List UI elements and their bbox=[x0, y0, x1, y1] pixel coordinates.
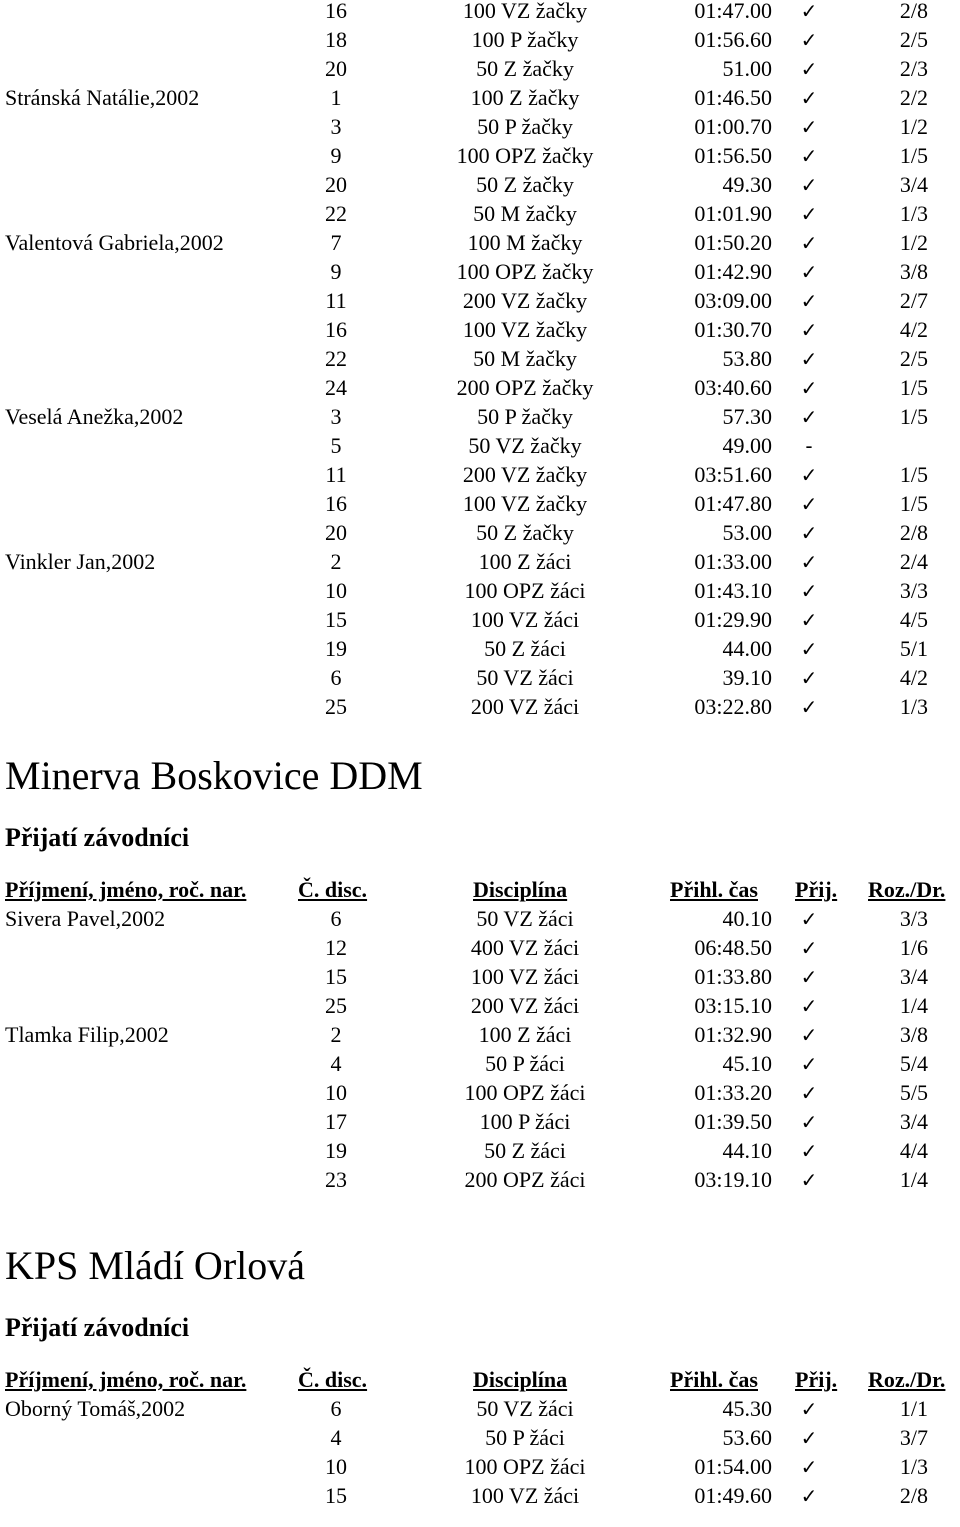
entry-time: 44.00 bbox=[722, 636, 772, 661]
discipline-number: 23 bbox=[325, 1167, 347, 1192]
header-entry-time: Přihl. čas bbox=[670, 1367, 758, 1392]
accepted-mark: ✓ bbox=[800, 144, 818, 168]
discipline-name: 100 VZ žačky bbox=[462, 491, 588, 516]
entry-time: 03:09.00 bbox=[694, 288, 772, 313]
accepted-mark: ✓ bbox=[800, 1052, 818, 1076]
discipline-name: 200 OPZ žačky bbox=[456, 375, 594, 400]
heat-lane: 1/2 bbox=[899, 114, 928, 139]
accepted-mark: ✓ bbox=[800, 1484, 818, 1508]
entry-time: 40.10 bbox=[722, 906, 772, 931]
table-header bbox=[0, 877, 960, 906]
discipline-number: 18 bbox=[325, 27, 347, 52]
header-discipline-number: Č. disc. bbox=[298, 1367, 368, 1392]
discipline-name: 100 M žačky bbox=[467, 230, 583, 255]
entry-time: 01:43.10 bbox=[694, 578, 772, 603]
entries-table bbox=[0, 1396, 960, 1512]
entry-time: 49.00 bbox=[722, 433, 772, 458]
header-heat-lane: Roz./Dr. bbox=[868, 1367, 946, 1392]
table-row bbox=[0, 964, 960, 993]
discipline-name: 100 Z žáci bbox=[478, 549, 572, 574]
entry-time: 01:49.60 bbox=[694, 1483, 772, 1508]
discipline-name: 200 OPZ žáci bbox=[464, 1167, 586, 1192]
heat-lane: 2/7 bbox=[899, 288, 928, 313]
entry-time: 51.00 bbox=[722, 56, 772, 81]
club-title: Minerva Boskovice DDM bbox=[5, 753, 423, 798]
header-discipline: Disciplína bbox=[473, 1367, 568, 1392]
heat-lane: 2/8 bbox=[899, 520, 928, 545]
discipline-name: 200 VZ žáci bbox=[470, 694, 580, 719]
heat-lane: 1/3 bbox=[899, 201, 928, 226]
header-entry-time: Přihl. čas bbox=[670, 877, 758, 902]
entry-time: 01:56.60 bbox=[694, 27, 772, 52]
heat-lane: 2/8 bbox=[899, 0, 928, 23]
discipline-name: 50 M žačky bbox=[473, 346, 577, 371]
heat-lane: 3/3 bbox=[899, 578, 928, 603]
discipline-name: 50 Z žáci bbox=[484, 1138, 566, 1163]
table-row bbox=[0, 346, 960, 375]
header-discipline: Disciplína bbox=[473, 877, 568, 902]
accepted-mark: ✓ bbox=[800, 57, 818, 81]
section-title-accepted: Přijatí závodníci bbox=[5, 1313, 190, 1342]
accepted-mark: ✓ bbox=[800, 695, 818, 719]
table-row bbox=[0, 491, 960, 520]
table-row bbox=[0, 375, 960, 404]
table-row bbox=[0, 288, 960, 317]
discipline-number: 19 bbox=[325, 1138, 347, 1163]
discipline-name: 200 VZ žačky bbox=[462, 288, 588, 313]
table-row bbox=[0, 636, 960, 665]
table-row bbox=[0, 27, 960, 56]
accepted-mark: ✓ bbox=[800, 965, 818, 989]
discipline-number: 24 bbox=[325, 375, 347, 400]
discipline-number: 4 bbox=[330, 1051, 342, 1076]
table-row bbox=[0, 143, 960, 172]
discipline-name: 100 Z žačky bbox=[470, 85, 580, 110]
entry-time: 03:19.10 bbox=[694, 1167, 772, 1192]
accepted-mark: ✓ bbox=[800, 347, 818, 371]
entry-time: 01:47.00 bbox=[694, 0, 772, 23]
table-row bbox=[0, 1396, 960, 1425]
discipline-number: 11 bbox=[325, 288, 347, 313]
table-row bbox=[0, 1109, 960, 1138]
discipline-number: 15 bbox=[325, 607, 347, 632]
accepted-mark: ✓ bbox=[800, 550, 818, 574]
table-row bbox=[0, 462, 960, 491]
header-name: Příjmení, jméno, roč. nar. bbox=[5, 877, 247, 902]
entry-time: 01:33.20 bbox=[694, 1080, 772, 1105]
discipline-name: 100 VZ žačky bbox=[462, 317, 588, 342]
header-accepted: Přij. bbox=[795, 877, 838, 902]
table-row bbox=[0, 201, 960, 230]
entry-time: 01:32.90 bbox=[694, 1022, 772, 1047]
discipline-name: 100 VZ žáci bbox=[470, 607, 580, 632]
discipline-number: 10 bbox=[325, 578, 347, 603]
discipline-name: 50 P žačky bbox=[477, 114, 573, 139]
accepted-mark: ✓ bbox=[800, 1426, 818, 1450]
table-row bbox=[0, 0, 960, 27]
accepted-mark: ✓ bbox=[800, 936, 818, 960]
entry-time: 49.30 bbox=[722, 172, 772, 197]
accepted-mark: ✓ bbox=[800, 1139, 818, 1163]
heat-lane: 5/1 bbox=[899, 636, 928, 661]
heat-lane: 2/2 bbox=[899, 85, 928, 110]
table-row bbox=[0, 1425, 960, 1454]
discipline-number: 5 bbox=[330, 433, 342, 458]
discipline-number: 20 bbox=[325, 172, 347, 197]
accepted-mark: ✓ bbox=[800, 231, 818, 255]
accepted-mark: ✓ bbox=[800, 666, 818, 690]
discipline-number: 15 bbox=[325, 964, 347, 989]
header-discipline-number: Č. disc. bbox=[298, 877, 368, 902]
discipline-number: 9 bbox=[330, 259, 342, 284]
discipline-number: 25 bbox=[325, 993, 347, 1018]
discipline-name: 100 P žačky bbox=[471, 27, 579, 52]
entries-table-continued bbox=[0, 0, 960, 723]
entry-time: 01:00.70 bbox=[694, 114, 772, 139]
discipline-number: 10 bbox=[325, 1080, 347, 1105]
discipline-number: 9 bbox=[330, 143, 342, 168]
table-row bbox=[0, 935, 960, 964]
entry-time: 01:30.70 bbox=[694, 317, 772, 342]
discipline-name: 100 VZ žačky bbox=[462, 0, 588, 23]
swimmer-name: Tlamka Filip,2002 bbox=[5, 1022, 169, 1047]
discipline-number: 10 bbox=[325, 1454, 347, 1479]
accepted-mark: ✓ bbox=[800, 173, 818, 197]
accepted-mark: ✓ bbox=[800, 1168, 818, 1192]
heat-lane: 1/5 bbox=[899, 404, 928, 429]
heat-lane: 2/5 bbox=[899, 27, 928, 52]
heat-lane: 4/5 bbox=[899, 607, 928, 632]
discipline-name: 50 VZ žáci bbox=[476, 906, 574, 931]
entry-time: 01:42.90 bbox=[694, 259, 772, 284]
discipline-number: 25 bbox=[325, 694, 347, 719]
discipline-name: 100 OPZ žáci bbox=[464, 578, 586, 603]
entry-time: 01:01.90 bbox=[694, 201, 772, 226]
table-row bbox=[0, 607, 960, 636]
table-row bbox=[0, 85, 960, 114]
entry-time: 57.30 bbox=[722, 404, 772, 429]
heat-lane: 1/2 bbox=[899, 230, 928, 255]
accepted-mark: ✓ bbox=[800, 1081, 818, 1105]
table-row bbox=[0, 549, 960, 578]
heat-lane: 1/3 bbox=[899, 1454, 928, 1479]
table-row bbox=[0, 56, 960, 85]
accepted-mark: ✓ bbox=[800, 260, 818, 284]
swimmer-name: Sivera Pavel,2002 bbox=[5, 906, 166, 931]
entry-time: 01:33.00 bbox=[694, 549, 772, 574]
table-row bbox=[0, 172, 960, 201]
entry-time: 01:39.50 bbox=[694, 1109, 772, 1134]
table-row bbox=[0, 1454, 960, 1483]
discipline-number: 12 bbox=[325, 935, 347, 960]
discipline-number: 19 bbox=[325, 636, 347, 661]
discipline-name: 50 VZ žáci bbox=[476, 1396, 574, 1421]
heat-lane: 1/5 bbox=[899, 491, 928, 516]
discipline-number: 16 bbox=[325, 317, 347, 342]
table-row bbox=[0, 404, 960, 433]
entry-time: 01:29.90 bbox=[694, 607, 772, 632]
discipline-name: 100 OPZ žáci bbox=[464, 1454, 586, 1479]
table-row bbox=[0, 317, 960, 346]
accepted-mark: - bbox=[805, 434, 813, 458]
discipline-name: 100 VZ žáci bbox=[470, 964, 580, 989]
header-accepted: Přij. bbox=[795, 1367, 838, 1392]
accepted-mark: ✓ bbox=[800, 637, 818, 661]
discipline-number: 6 bbox=[330, 906, 342, 931]
entry-time: 39.10 bbox=[722, 665, 772, 690]
header-name: Příjmení, jméno, roč. nar. bbox=[5, 1367, 247, 1392]
table-row bbox=[0, 1138, 960, 1167]
discipline-name: 100 OPZ žačky bbox=[456, 143, 594, 168]
entry-time: 45.10 bbox=[722, 1051, 772, 1076]
heat-lane: 4/2 bbox=[899, 317, 928, 342]
table-row bbox=[0, 1167, 960, 1196]
discipline-name: 200 VZ žáci bbox=[470, 993, 580, 1018]
entry-time: 01:54.00 bbox=[694, 1454, 772, 1479]
entry-time: 01:33.80 bbox=[694, 964, 772, 989]
accepted-mark: ✓ bbox=[800, 28, 818, 52]
table-row bbox=[0, 578, 960, 607]
heat-lane: 3/7 bbox=[899, 1425, 928, 1450]
accepted-mark: ✓ bbox=[800, 202, 818, 226]
accepted-mark: ✓ bbox=[800, 608, 818, 632]
discipline-number: 6 bbox=[330, 1396, 342, 1421]
entry-time: 01:56.50 bbox=[694, 143, 772, 168]
discipline-number: 16 bbox=[325, 491, 347, 516]
discipline-number: 3 bbox=[330, 404, 342, 429]
swimmer-name: Vinkler Jan,2002 bbox=[5, 549, 156, 574]
heat-lane: 1/5 bbox=[899, 462, 928, 487]
discipline-name: 50 VZ žáci bbox=[476, 665, 574, 690]
header-heat-lane: Roz./Dr. bbox=[868, 877, 946, 902]
discipline-name: 50 Z žačky bbox=[476, 172, 574, 197]
heat-lane: 1/1 bbox=[899, 1396, 928, 1421]
table-row bbox=[0, 694, 960, 723]
accepted-mark: ✓ bbox=[800, 1110, 818, 1134]
discipline-number: 20 bbox=[325, 520, 347, 545]
heat-lane: 2/3 bbox=[899, 56, 928, 81]
accepted-mark: ✓ bbox=[800, 521, 818, 545]
table-row bbox=[0, 1080, 960, 1109]
discipline-number: 22 bbox=[325, 201, 347, 226]
discipline-name: 50 Z žačky bbox=[476, 56, 574, 81]
table-row bbox=[0, 1022, 960, 1051]
table-header bbox=[0, 1367, 960, 1396]
accepted-mark: ✓ bbox=[800, 376, 818, 400]
discipline-number: 1 bbox=[330, 85, 342, 110]
entry-time: 01:46.50 bbox=[694, 85, 772, 110]
heat-lane: 1/4 bbox=[899, 1167, 928, 1192]
heat-lane: 2/8 bbox=[899, 1483, 928, 1508]
discipline-number: 15 bbox=[325, 1483, 347, 1508]
table-row bbox=[0, 259, 960, 288]
discipline-name: 100 P žáci bbox=[479, 1109, 571, 1134]
discipline-name: 100 Z žáci bbox=[478, 1022, 572, 1047]
heat-lane: 2/5 bbox=[899, 346, 928, 371]
heat-lane: 1/6 bbox=[899, 935, 928, 960]
heat-lane: 1/5 bbox=[899, 375, 928, 400]
discipline-number: 7 bbox=[330, 230, 342, 255]
club-block-minerva bbox=[0, 754, 960, 1196]
discipline-name: 50 Z žačky bbox=[476, 520, 574, 545]
heat-lane: 2/4 bbox=[899, 549, 928, 574]
swimmer-name: Stránská Natálie,2002 bbox=[5, 85, 200, 110]
table-row bbox=[0, 665, 960, 694]
discipline-number: 3 bbox=[330, 114, 342, 139]
table-row bbox=[0, 433, 960, 462]
discipline-name: 50 Z žáci bbox=[484, 636, 566, 661]
heat-lane: 3/4 bbox=[899, 1109, 928, 1134]
discipline-name: 100 OPZ žačky bbox=[456, 259, 594, 284]
club-title: KPS Mládí Orlová bbox=[5, 1243, 305, 1288]
discipline-number: 6 bbox=[330, 665, 342, 690]
discipline-number: 4 bbox=[330, 1425, 342, 1450]
discipline-name: 50 P žáci bbox=[485, 1051, 565, 1076]
swimmer-name: Oborný Tomáš,2002 bbox=[5, 1396, 186, 1421]
table-row bbox=[0, 906, 960, 935]
discipline-number: 2 bbox=[330, 1022, 342, 1047]
table-row bbox=[0, 1051, 960, 1080]
table-row bbox=[0, 520, 960, 549]
accepted-mark: ✓ bbox=[800, 463, 818, 487]
accepted-mark: ✓ bbox=[800, 289, 818, 313]
entry-time: 01:50.20 bbox=[694, 230, 772, 255]
heat-lane: 3/8 bbox=[899, 259, 928, 284]
discipline-name: 50 P žáci bbox=[485, 1425, 565, 1450]
discipline-number: 17 bbox=[325, 1109, 347, 1134]
table-row bbox=[0, 993, 960, 1022]
heat-lane: 3/3 bbox=[899, 906, 928, 931]
swimmer-name: Veselá Anežka,2002 bbox=[5, 404, 184, 429]
entry-time: 03:15.10 bbox=[694, 993, 772, 1018]
accepted-mark: ✓ bbox=[800, 907, 818, 931]
club-block-kps bbox=[0, 1244, 960, 1512]
accepted-mark: ✓ bbox=[800, 318, 818, 342]
heat-lane: 3/4 bbox=[899, 964, 928, 989]
entry-time: 03:51.60 bbox=[694, 462, 772, 487]
discipline-number: 22 bbox=[325, 346, 347, 371]
heat-lane: 5/4 bbox=[899, 1051, 928, 1076]
heat-lane: 5/5 bbox=[899, 1080, 928, 1105]
accepted-mark: ✓ bbox=[800, 1023, 818, 1047]
entry-time: 53.80 bbox=[722, 346, 772, 371]
discipline-number: 20 bbox=[325, 56, 347, 81]
accepted-mark: ✓ bbox=[800, 579, 818, 603]
discipline-name: 100 VZ žáci bbox=[470, 1483, 580, 1508]
accepted-mark: ✓ bbox=[800, 86, 818, 110]
discipline-number: 11 bbox=[325, 462, 347, 487]
table-row bbox=[0, 114, 960, 143]
entry-time: 06:48.50 bbox=[694, 935, 772, 960]
section-title-accepted: Přijatí závodníci bbox=[5, 823, 190, 852]
accepted-mark: ✓ bbox=[800, 994, 818, 1018]
accepted-mark: ✓ bbox=[800, 0, 818, 23]
discipline-name: 100 OPZ žáci bbox=[464, 1080, 586, 1105]
heat-lane: 1/5 bbox=[899, 143, 928, 168]
discipline-name: 200 VZ žačky bbox=[462, 462, 588, 487]
discipline-name: 400 VZ žáci bbox=[470, 935, 580, 960]
discipline-number: 2 bbox=[330, 549, 342, 574]
accepted-mark: ✓ bbox=[800, 492, 818, 516]
heat-lane: 1/3 bbox=[899, 694, 928, 719]
heat-lane: 4/4 bbox=[899, 1138, 928, 1163]
entry-time: 03:40.60 bbox=[694, 375, 772, 400]
heat-lane: 1/4 bbox=[899, 993, 928, 1018]
heat-lane: 3/8 bbox=[899, 1022, 928, 1047]
discipline-number: 16 bbox=[325, 0, 347, 23]
accepted-mark: ✓ bbox=[800, 405, 818, 429]
entry-time: 45.30 bbox=[722, 1396, 772, 1421]
discipline-name: 50 P žačky bbox=[477, 404, 573, 429]
discipline-name: 50 M žačky bbox=[473, 201, 577, 226]
heat-lane: 3/4 bbox=[899, 172, 928, 197]
accepted-mark: ✓ bbox=[800, 115, 818, 139]
entries-table bbox=[0, 906, 960, 1196]
entry-time: 03:22.80 bbox=[694, 694, 772, 719]
accepted-mark: ✓ bbox=[800, 1397, 818, 1421]
table-row bbox=[0, 230, 960, 259]
entry-time: 01:47.80 bbox=[694, 491, 772, 516]
entry-time: 53.60 bbox=[722, 1425, 772, 1450]
table-row bbox=[0, 1483, 960, 1512]
discipline-name: 50 VZ žačky bbox=[468, 433, 582, 458]
heat-lane: 4/2 bbox=[899, 665, 928, 690]
swimmer-name: Valentová Gabriela,2002 bbox=[5, 230, 224, 255]
entry-time: 44.10 bbox=[722, 1138, 772, 1163]
accepted-mark: ✓ bbox=[800, 1455, 818, 1479]
entry-time: 53.00 bbox=[722, 520, 772, 545]
